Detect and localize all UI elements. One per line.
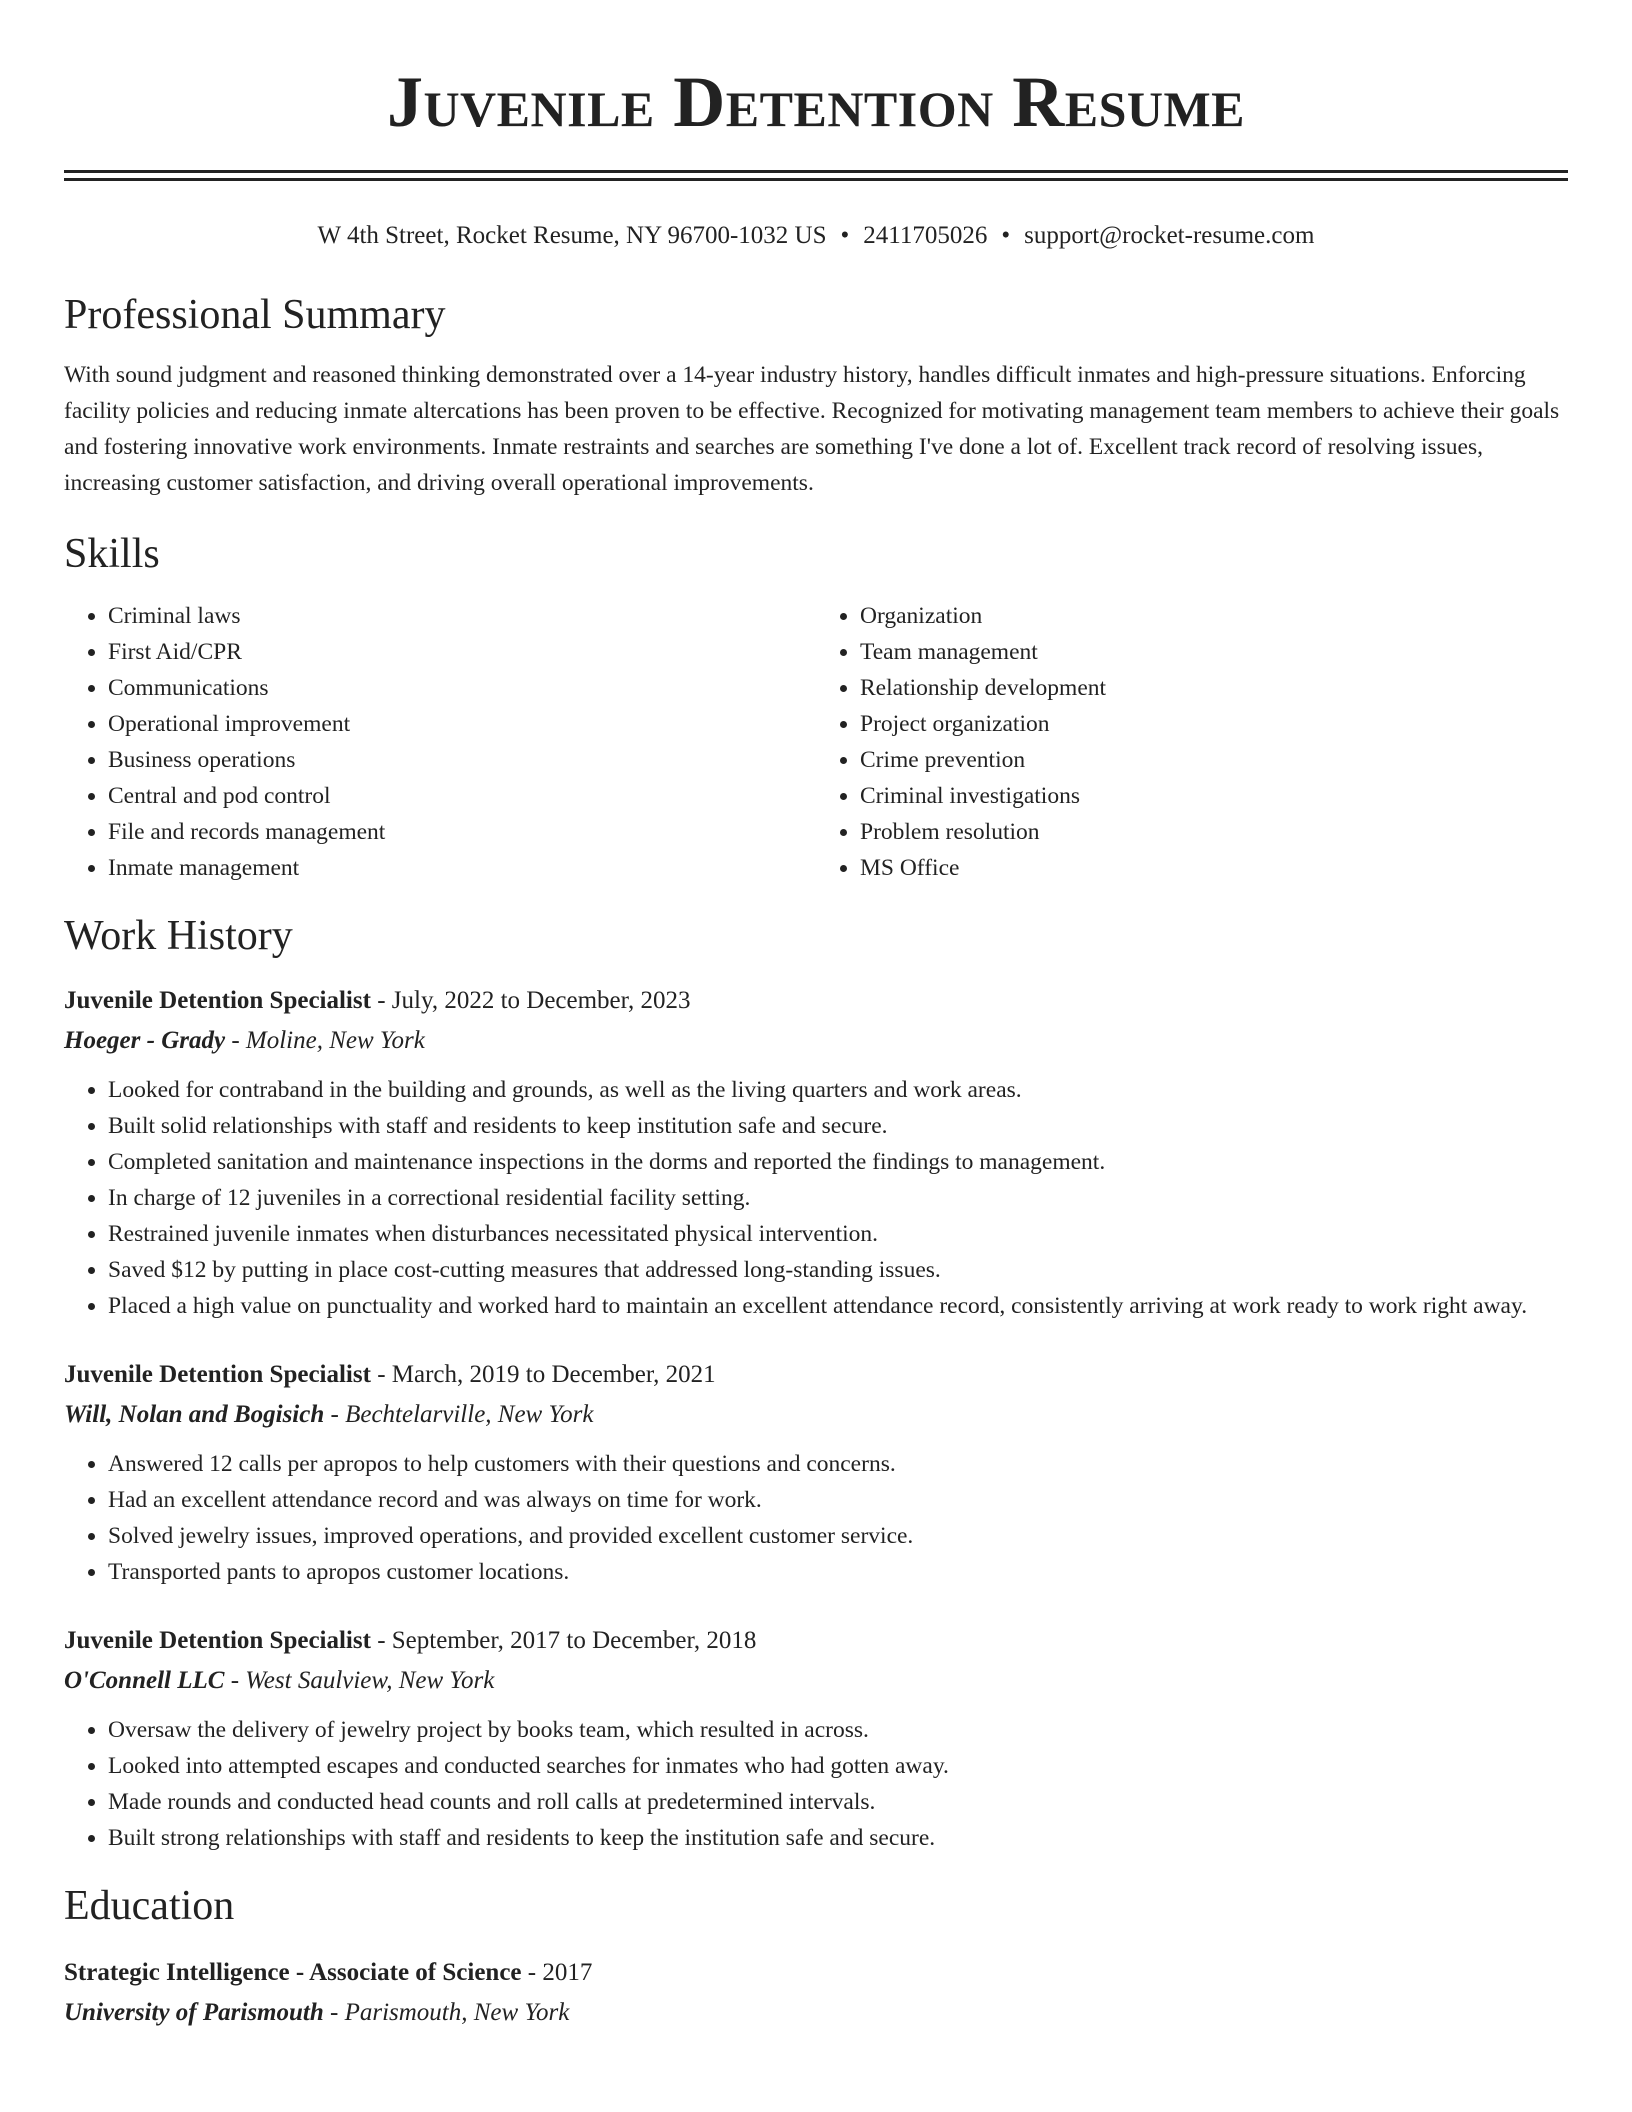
- job-bullet: • Made rounds and conducted head counts and roll calls at predetermined intervals.: [108, 1784, 1568, 1820]
- summary-heading: Professional Summary: [64, 292, 446, 338]
- job-entry: [64, 1624, 1568, 1856]
- skill-item: • Operational improvement: [108, 706, 816, 742]
- skill-item: • Crime prevention: [860, 742, 1568, 778]
- job-bullet: • Completed sanitation and maintenance inspections in the dorms and reported the findings to management.: [108, 1144, 1568, 1180]
- resume-title: Juvenile Detention Resume: [386, 62, 1246, 142]
- skill-item: • First Aid/CPR: [108, 634, 816, 670]
- job-dates: - March, 2019 to December, 2021: [370, 1361, 716, 1388]
- contact-separator: •: [840, 222, 850, 249]
- job-header: [64, 984, 1568, 1018]
- degree-header: [64, 1956, 1568, 1990]
- job-bullet: • Solved jewelry issues, improved operations, and provided excellent customer service.: [108, 1518, 1568, 1554]
- summary-text: With sound judgment and reasoned thinking demonstrated over a 14-year industry history, handles difficult inmates and high-pressure situations. Enforcing facility policies and reducing inmate altercations has been proven to be effective. Recognized for motivating management team members to achieve their goals and fostering innovative work environments. Inmate restraints and searches are something I've done a lot of. Excellent track record of resolving issues, increasing customer satisfaction, and driving overall operational improvements.: [64, 362, 1560, 496]
- degree-name: Strategic Intelligence - Associate of Science: [64, 1959, 522, 1986]
- contact-email: support@rocket-resume.com: [1024, 222, 1315, 249]
- work-history-heading: Work History: [64, 913, 293, 959]
- contact-line: [64, 221, 1568, 251]
- job-entry: [64, 984, 1568, 1324]
- job-bullet: • Restrained juvenile inmates when disturbances necessitated physical intervention.: [108, 1216, 1568, 1252]
- education-entry: [64, 1956, 1568, 2030]
- school-name: University of Parismouth: [64, 1999, 324, 2026]
- school-location: - Parismouth, New York: [323, 1999, 570, 2026]
- education-heading: Education: [64, 1883, 235, 1929]
- job-header: [64, 1358, 1568, 1392]
- skill-item: • Inmate management: [108, 850, 816, 886]
- job-bullet: • Built strong relationships with staff and residents to keep the institution safe and secure.: [108, 1820, 1568, 1856]
- job-bullet: • Oversaw the delivery of jewelry project by books team, which resulted in across.: [108, 1712, 1568, 1748]
- company-location: - Bechtelarville, New York: [324, 1401, 594, 1428]
- job-bullet: • Placed a high value on punctuality and worked hard to maintain an excellent attendance record, consistently arriving at work ready to work right away.: [108, 1288, 1568, 1324]
- job-title: Juvenile Detention Specialist: [64, 1627, 371, 1654]
- job-bullet: • Looked for contraband in the building and grounds, as well as the living quarters and work areas.: [108, 1072, 1568, 1108]
- company-header: [64, 1024, 1568, 1058]
- job-dates: - September, 2017 to December, 2018: [370, 1627, 757, 1654]
- job-bullet: • Saved $12 by putting in place cost-cutting measures that addressed long-standing issues.: [108, 1252, 1568, 1288]
- contact-phone: 2411705026: [863, 222, 988, 249]
- job-bullet: • Built solid relationships with staff and residents to keep institution safe and secure.: [108, 1108, 1568, 1144]
- job-bullets: [64, 1712, 1568, 1856]
- job-bullets: [64, 1446, 1568, 1590]
- skills-list-left: [64, 598, 816, 886]
- skill-item: • Criminal laws: [108, 598, 816, 634]
- school-header: [64, 1996, 1568, 2030]
- skills-columns: [64, 598, 1568, 886]
- contact-separator: •: [1001, 222, 1011, 249]
- contact-address: W 4th Street, Rocket Resume, NY 96700-1032 US: [317, 222, 827, 249]
- job-dates: - July, 2022 to December, 2023: [370, 987, 691, 1014]
- skill-item: • Project organization: [860, 706, 1568, 742]
- skill-item: • File and records management: [108, 814, 816, 850]
- job-bullet: • Answered 12 calls per apropos to help customers with their questions and concerns.: [108, 1446, 1568, 1482]
- job-title: Juvenile Detention Specialist: [64, 1361, 371, 1388]
- company-location: - West Saulview, New York: [224, 1667, 495, 1694]
- skills-heading: Skills: [64, 531, 160, 577]
- job-title: Juvenile Detention Specialist: [64, 987, 371, 1014]
- skill-item: • Criminal investigations: [860, 778, 1568, 814]
- job-bullet: • Transported pants to apropos customer locations.: [108, 1554, 1568, 1590]
- job-bullet: • Had an excellent attendance record and was always on time for work.: [108, 1482, 1568, 1518]
- skill-item: • Communications: [108, 670, 816, 706]
- company-name: Will, Nolan and Bogisich: [64, 1401, 325, 1428]
- skill-item: • Relationship development: [860, 670, 1568, 706]
- job-header: [64, 1624, 1568, 1658]
- skill-item: • MS Office: [860, 850, 1568, 886]
- job-bullet: • In charge of 12 juveniles in a correctional residential facility setting.: [108, 1180, 1568, 1216]
- skill-item: • Organization: [860, 598, 1568, 634]
- company-name: O'Connell LLC: [64, 1667, 225, 1694]
- degree-year: - 2017: [521, 1959, 593, 1986]
- company-location: - Moline, New York: [225, 1027, 425, 1054]
- skill-item: • Central and pod control: [108, 778, 816, 814]
- job-entry: [64, 1358, 1568, 1590]
- company-header: [64, 1398, 1568, 1432]
- skill-item: • Team management: [860, 634, 1568, 670]
- skill-item: • Problem resolution: [860, 814, 1568, 850]
- company-name: Hoeger - Grady: [64, 1027, 226, 1054]
- title-divider: [64, 170, 1568, 181]
- company-header: [64, 1664, 1568, 1698]
- skill-item: • Business operations: [108, 742, 816, 778]
- job-bullet: • Looked into attempted escapes and conducted searches for inmates who had gotten away.: [108, 1748, 1568, 1784]
- job-bullets: [64, 1072, 1568, 1324]
- skills-list-right: [816, 598, 1568, 886]
